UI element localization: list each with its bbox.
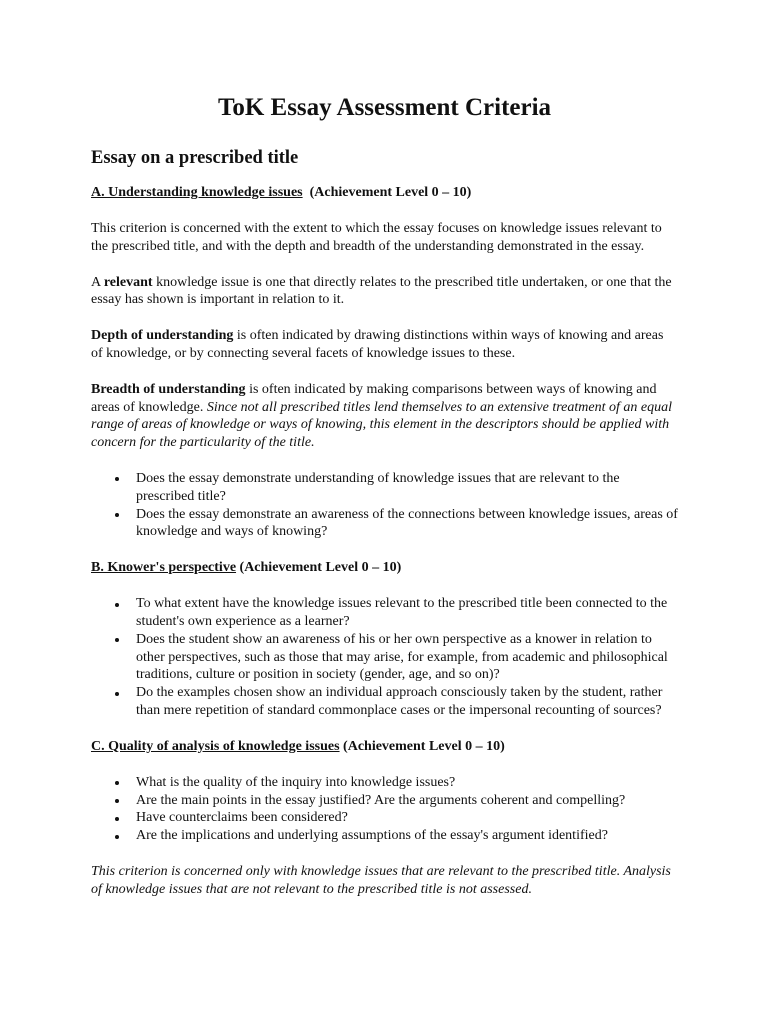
list-item: Have counterclaims been considered? [136,809,678,827]
list-item: What is the quality of the inquiry into knowledge issues? [136,774,678,792]
criterion-c-questions [91,774,678,845]
criterion-a-level: (Achievement Level 0 – 10) [309,185,472,200]
criterion-b-level: (Achievement Level 0 – 10) [239,560,402,576]
criterion-a-intro: This criterion is concerned with the extent to which the essay focuses on knowledge issues relevant to the prescribed title, and with the depth and breadth of the understanding demonstrated in the essay. [91,221,662,254]
page-title: ToK Essay Assessment Criteria [217,94,552,121]
criterion-c-level: (Achievement Level 0 – 10) [343,738,505,754]
list-item: Are the implications and underlying assumptions of the essay's argument identified? [136,827,678,845]
depth-paragraph: Depth of understanding is often indicated by drawing distinctions within ways of knowing and areas of knowledge, or by connecting several facets of knowledge issues to these. [91,328,664,361]
criterion-b-questions [91,595,678,720]
criterion-c-heading [91,738,678,756]
relevant-paragraph: A relevant knowledge issue is one that directly relates to the prescribed title undertaken, or one that the essay has shown is important in relation to it. [91,274,672,308]
criterion-a-title: A. Understanding knowledge issues [91,185,303,200]
list-item: To what extent have the knowledge issues relevant to the prescribed title been connected to the student's own experience as a learner? [136,595,678,631]
criterion-a-heading [91,184,678,202]
criterion-a-questions [91,470,678,541]
criterion-b-heading [91,559,678,577]
list-item: Are the main points in the essay justified? Are the arguments coherent and compelling? [136,792,678,810]
breadth-paragraph: Breadth of understanding is often indicated by making comparisons between ways of knowing and areas of knowledge. Since not all prescribed titles lend themselves to an extensive treatment of an equal range of areas of knowledge or ways of knowing, this element in the descriptors should be applied with concern for the particularity of the title. [91,381,672,451]
list-item: Do the examples chosen show an individual approach consciously taken by the student, rather than mere repetition of standard commonplace cases or the impersonal recounting of sources? [136,684,678,720]
criterion-c-note: This criterion is concerned only with knowledge issues that are relevant to the prescribed title. Analysis of knowledge issues that are not relevant to the prescribed title is not assessed. [91,863,671,897]
list-item: Does the essay demonstrate understanding of knowledge issues that are relevant to the prescribed title? [136,470,678,506]
section-subtitle: Essay on a prescribed title [91,148,299,168]
criterion-c-title: C. Quality of analysis of knowledge issues [91,738,340,754]
relevant-term: relevant [103,274,153,290]
breadth-note: Since not all prescribed titles lend themselves to an extensive treatment of an equal range of areas of knowledge or ways of knowing, this element in the descriptors should be applied with concern for the particularity of the title. [91,399,672,451]
list-item: Does the essay demonstrate an awareness of the connections between knowledge issues, areas of knowledge and ways of knowing? [136,506,678,540]
breadth-term: Breadth of understanding [91,381,246,397]
criterion-b-title: B. Knower's perspective [91,560,237,576]
list-item: Does the student show an awareness of his or her own perspective as a knower in relation to other perspectives, such as those that may arise, for example, from academic and philosophical traditions, culture or position in society (gender, age, and so on)? [136,631,678,684]
depth-term: Depth of understanding [91,328,234,344]
